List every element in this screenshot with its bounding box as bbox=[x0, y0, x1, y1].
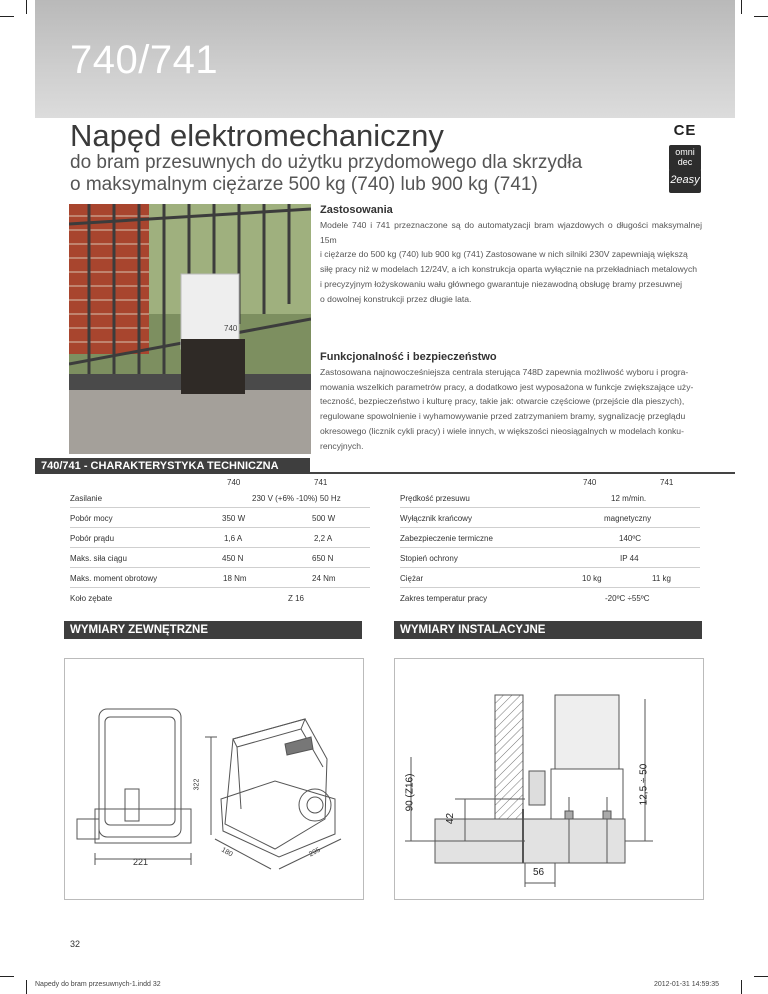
text-line: mowania wszelkich parametrów pracy, a dodatkowo jest wyposażona w funkcje zwiększające uży- bbox=[320, 381, 694, 392]
row-label: Koło zębate bbox=[70, 594, 113, 603]
subtitle-line-1: do bram przesuwnych do użytku przydomowego dla skrzydła bbox=[70, 152, 583, 173]
text-line: teczność, bezpieczeństwo i kulturę pracy, takie jak: otwarcie częściowe (przejście dla pieszych), bbox=[320, 396, 685, 407]
row-label: Pobór prądu bbox=[70, 534, 115, 543]
row-label: Pobór mocy bbox=[70, 514, 113, 523]
col-740-header: 740 bbox=[583, 478, 597, 487]
dim-depth: 180 bbox=[220, 846, 234, 859]
row-label: Wyłącznik krańcowy bbox=[400, 514, 472, 523]
row-value-740: 350 W bbox=[222, 514, 246, 523]
col-741-header: 741 bbox=[314, 478, 328, 487]
row-value-741: 500 W bbox=[312, 514, 336, 523]
row-label: Maks. moment obrotowy bbox=[70, 574, 158, 583]
crop-mark bbox=[26, 980, 27, 994]
table-row bbox=[70, 588, 370, 607]
crop-mark bbox=[754, 16, 768, 17]
product-photo bbox=[69, 204, 311, 454]
row-label: Zabezpieczenie termiczne bbox=[400, 534, 493, 543]
table-row bbox=[400, 588, 700, 607]
text-line: siłę pracy niż w modelach 12/24V, a ich konstrukcja oparta wyłącznie na przekładniach metalowych bbox=[320, 264, 698, 275]
row-value-span: Z 16 bbox=[288, 594, 305, 603]
crop-mark bbox=[0, 976, 14, 977]
text-line: i precyzyjnym łożyskowaniu wału głównego gwarantuje niezawodną obsługę bramy przesuwnej bbox=[320, 278, 683, 289]
text-line: Zastosowana najnowocześniejsza centrala sterująca 748D zapewnia możliwość wyboru i progra- bbox=[320, 367, 689, 377]
row-value-span: 140ºC bbox=[619, 534, 642, 543]
footer-timestamp: 2012-01-31 14:59:35 bbox=[654, 981, 719, 988]
row-value-741: 24 Nm bbox=[312, 574, 336, 583]
tech-heading: 740/741 - CHARAKTERYSTYKA TECHNICZNA bbox=[35, 458, 310, 474]
dim-90: 90 (Z16) bbox=[404, 773, 416, 812]
tech-table-right bbox=[400, 488, 700, 607]
dim-12-50: 12,5 ÷ 50 bbox=[638, 763, 650, 806]
table-row bbox=[70, 488, 370, 508]
easy-logo-icon: 2easy bbox=[669, 169, 701, 193]
col-741-header: 741 bbox=[660, 478, 674, 487]
model-number: 740/741 bbox=[70, 38, 219, 82]
row-value-span: IP 44 bbox=[620, 554, 639, 563]
table-row bbox=[400, 508, 700, 528]
external-dimensions-drawing bbox=[64, 658, 364, 900]
row-label: Stopień ochrony bbox=[400, 554, 458, 563]
table-row bbox=[70, 528, 370, 548]
table-row bbox=[70, 508, 370, 528]
table-row bbox=[400, 488, 700, 508]
row-value-span: -20ºC ÷55ºC bbox=[605, 594, 650, 603]
crop-mark bbox=[0, 16, 14, 17]
row-label: Zasilanie bbox=[70, 494, 103, 503]
footer-file: Napedy do bram przesuwnych-1.indd 32 bbox=[35, 981, 161, 988]
wymiary-zew-heading: WYMIARY ZEWNĘTRZNE bbox=[70, 624, 208, 636]
row-value-741: 11 kg bbox=[652, 574, 671, 583]
dim-42: 42 bbox=[445, 812, 457, 825]
col-740-header: 740 bbox=[227, 478, 241, 487]
text-line: okresowego (licznik cykli pracy) i wiele innych, w większości nieosiągalnych w modelach konku- bbox=[320, 425, 684, 436]
table-row bbox=[400, 568, 700, 588]
crop-mark bbox=[741, 0, 742, 14]
row-label: Ciężar bbox=[400, 574, 424, 583]
omnidec-logo-icon: omni dec bbox=[669, 145, 701, 171]
row-value-740: 18 Nm bbox=[223, 574, 247, 583]
funkcjonalnosc-text bbox=[320, 365, 702, 453]
crop-mark bbox=[741, 980, 742, 994]
table-row bbox=[70, 568, 370, 588]
zastosowania-heading: Zastosowania bbox=[320, 204, 393, 216]
dim-height: 322 bbox=[193, 778, 201, 791]
table-row bbox=[400, 548, 700, 568]
text-line: regulowane spowolnienie i wyhamowywanie przed zatrzymaniem bramy, sygnalizację przeglądu bbox=[320, 411, 686, 422]
dim-length: 295 bbox=[308, 846, 322, 859]
row-value-span: 230 V (+6% -10%) 50 Hz bbox=[252, 494, 341, 503]
row-value-740: 1,6 A bbox=[224, 534, 243, 543]
row-value-740: 10 kg bbox=[582, 574, 602, 583]
dim-width: 221 bbox=[133, 857, 149, 867]
row-label: Maks. siła ciągu bbox=[70, 554, 127, 563]
table-row bbox=[400, 528, 700, 548]
page-title: Napęd elektromechaniczny bbox=[70, 118, 444, 153]
row-value-span: magnetyczny bbox=[604, 514, 652, 523]
funkcjonalnosc-heading: Funkcjonalność i bezpieczeństwo bbox=[320, 351, 497, 363]
row-label: Prędkość przesuwu bbox=[400, 494, 470, 503]
table-row bbox=[70, 548, 370, 568]
crop-mark bbox=[754, 976, 768, 977]
crop-mark bbox=[26, 0, 27, 14]
subtitle-line-2: o maksymalnym ciężarze 500 kg (740) lub 900 kg (741) bbox=[70, 174, 538, 195]
page-number: 32 bbox=[70, 939, 81, 949]
photo-badge: 740 bbox=[224, 324, 238, 333]
zastosowania-text bbox=[320, 218, 702, 306]
tech-table-left bbox=[70, 488, 370, 607]
installation-dimensions-drawing bbox=[394, 658, 704, 900]
row-value-span: 12 m/min. bbox=[611, 494, 647, 503]
row-value-740: 450 N bbox=[222, 554, 244, 563]
text-line: Modele 740 i 741 przeznaczone są do automatyzacji bram wjazdowych o długości maksymalnej 15m bbox=[320, 220, 702, 245]
ce-mark-icon: CE bbox=[673, 122, 697, 139]
wymiary-inst-heading: WYMIARY INSTALACYJNE bbox=[400, 624, 546, 636]
row-label: Zakres temperatur pracy bbox=[400, 594, 488, 603]
text-line: o dowolnej konstrukcji przez długie lata. bbox=[320, 293, 472, 304]
row-value-741: 2,2 A bbox=[314, 534, 333, 543]
text-line: i ciężarze do 500 kg (740) lub 900 kg (741) Zastosowane w nich silniki 230V zapewniają większą bbox=[320, 249, 688, 260]
dim-56: 56 bbox=[533, 867, 545, 878]
row-value-741: 650 N bbox=[312, 554, 334, 563]
text-line: rencyjnych. bbox=[320, 440, 364, 451]
